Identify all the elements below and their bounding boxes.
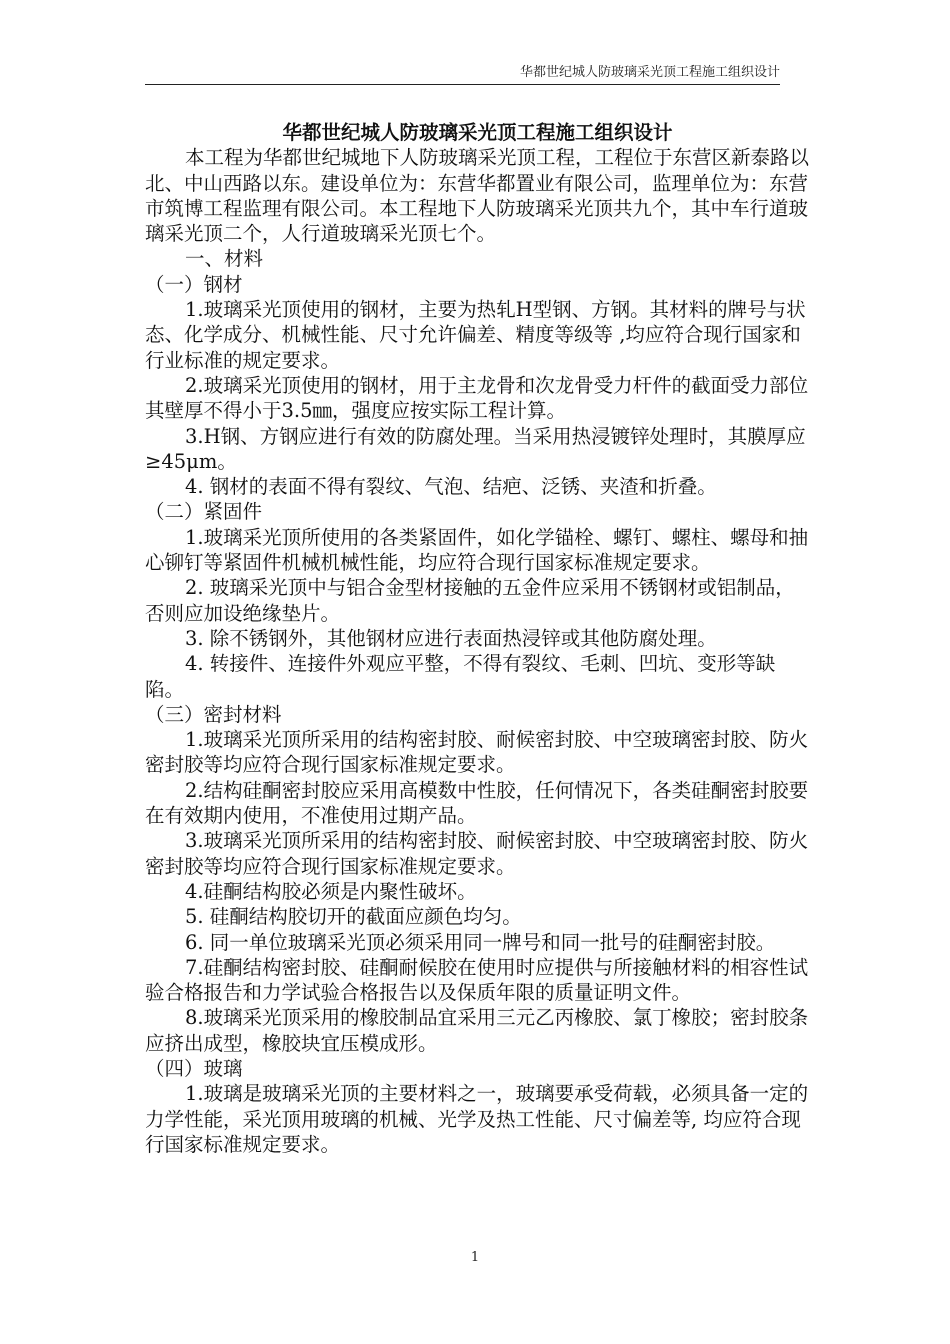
paragraph: 3.H钢、方钢应进行有效的防腐处理。当采用热浸镀锌处理时，其膜厚应≥45μm。 xyxy=(145,424,806,473)
page-number: 1 xyxy=(470,1250,480,1265)
section-heading: （三）密封材料 xyxy=(145,702,282,726)
document-title: 华都世纪城人防玻璃采光顶工程施工组织设计 xyxy=(282,121,673,144)
paragraph: 本工程为华都世纪城地下人防玻璃采光顶工程，工程位于东营区新泰路以北、中山西路以东。建设单位为：东营华都置业有限公司，监理单位为：东营市筑博工程监理有限公司。本工程地下人防玻璃采光顶共九个，其中车行道玻璃采光顶二个，人行道玻璃采光顶七个。 xyxy=(145,146,810,246)
paragraph: 2.玻璃采光顶使用的钢材，用于主龙骨和次龙骨受力杆件的截面受力部位其壁厚不得小于3.5㎜，强度应按实际工程计算。 xyxy=(145,373,809,423)
section-heading: （二）紧固件 xyxy=(145,500,263,524)
paragraph: 1.玻璃是玻璃采光顶的主要材料之一，玻璃要承受荷载，必须具备一定的力学性能，采光顶用玻璃的机械、光学及热工性能、尺寸偏差等, 均应符合现行国家标准规定要求。 xyxy=(145,1082,809,1156)
paragraph: 2.结构硅酮密封胶应采用高模数中性胶，任何情况下，各类硅酮密封胶要在有效期内使用，不准使用过期产品。 xyxy=(145,778,809,828)
paragraph: 6. 同一单位玻璃采光顶必须采用同一牌号和同一批号的硅酮密封胶。 xyxy=(185,930,776,954)
section-heading: （四）玻璃 xyxy=(145,1056,243,1080)
paragraph: 4. 钢材的表面不得有裂纹、气泡、结疤、泛锈、夹渣和折叠。 xyxy=(185,475,717,499)
paragraph: 7.硅酮结构密封胶、硅酮耐候胶在使用时应提供与所接触材料的相容性试验合格报告和力学试验合格报告以及保质年限的质量证明文件。 xyxy=(145,955,809,1005)
paragraph: 1.玻璃采光顶所使用的各类紧固件，如化学锚栓、螺钉、螺柱、螺母和抽心铆钉等紧固件机械机械性能，均应符合现行国家标准规定要求。 xyxy=(145,525,809,575)
paragraph: 5. 硅酮结构胶切开的截面应颜色均匀。 xyxy=(185,905,522,929)
page-header: 华都世纪城人防玻璃采光顶工程施工组织设计 xyxy=(145,64,780,85)
paragraph: 1.玻璃采光顶所采用的结构密封胶、耐候密封胶、中空玻璃密封胶、防火密封胶等均应符合现行国家标准规定要求。 xyxy=(145,728,809,777)
paragraph: 3. 除不锈钢外，其他钢材应进行表面热浸锌或其他防腐处理。 xyxy=(185,626,717,650)
paragraph: 3.玻璃采光顶所采用的结构密封胶、耐候密封胶、中空玻璃密封胶、防火密封胶等均应符合现行国家标准规定要求。 xyxy=(145,829,809,878)
paragraph: 1.玻璃采光顶使用的钢材，主要为热轧H型钢、方钢。其材料的牌号与状态、化学成分、机械性能、尺寸允许偏差、精度等级等 ,均应符合现行国家和行业标准的规定要求。 xyxy=(145,298,806,372)
paragraph: 一、材料 xyxy=(185,247,264,271)
document-body xyxy=(145,120,810,1157)
paragraph: 2. 玻璃采光顶中与铝合金型材接触的五金件应采用不锈钢材或铝制品，否则应加设绝缘垫片。 xyxy=(145,576,795,625)
paragraph-list xyxy=(145,145,810,1157)
paragraph: 4. 转接件、连接件外观应平整，不得有裂纹、毛刺、凹坑、变形等缺陷。 xyxy=(145,652,776,701)
paragraph: 4.硅酮结构胶必须是内聚性破坏。 xyxy=(185,879,477,903)
section-heading: （一）钢材 xyxy=(145,272,243,296)
paragraph: 8.玻璃采光顶采用的橡胶制品宜采用三元乙丙橡胶、氯丁橡胶；密封胶条应挤出成型，橡胶块宜压模成形。 xyxy=(145,1006,809,1055)
